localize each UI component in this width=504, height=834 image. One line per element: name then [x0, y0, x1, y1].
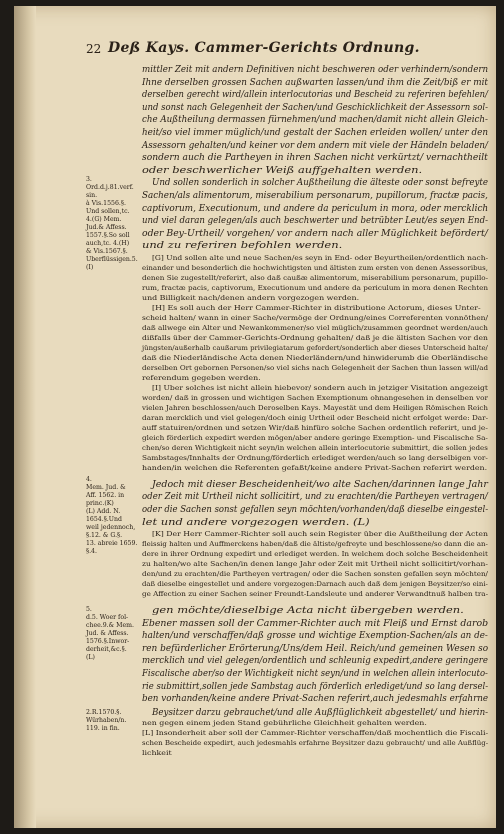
- text-line: [G] Und sollen alte und neue Sachen/es seyn in End- oder Beyurtheilen/ordentlich nach-: [152, 254, 489, 262]
- margin-note: 4. Mem. Jud. & Aff. 1562. in princ.(K) (L) Add. N. 1654.§.Und weil jedennoch, §.12. & G.§. 13. abreie 1659. §.4.: [86, 476, 138, 555]
- text-line: fleissig halten und Auffmerckens haben/daß die ältiste/gefreyte und beschlossene/so dann die an-: [142, 540, 488, 548]
- text-line: dißfalls über der Cammer-Gerichts-Ordnung gehalten/ daß je die ältisten Sachen vor den: [142, 334, 488, 342]
- text-line: denen Sie zugestellt/referirt, also daß caußæ alimentorum, miserabilium personarum, pupillo-: [142, 274, 489, 282]
- text-line: mittler Zeit mit andern Definitiven nicht beschweren oder verhindern/sondern: [142, 64, 489, 75]
- text-line: schen Bescheide expedirt, auch jedesmahls erfahrne Beysitzer dazu gebraucht/ und alle Außflüg-: [142, 740, 489, 747]
- text-line: daran mercklich und viel gelegen/doch einig Urtheil oder Bescheid nicht erfolget werde: Dar-: [142, 414, 489, 422]
- text-line: oder die Sachen sonst gefallen seyn möchten/vorhanden/daß dieselbe eingestel-: [142, 504, 489, 515]
- text-line: und zu referiren befohlen werden.: [142, 240, 343, 252]
- text-line: auff statuiren/ordnen und setzen Wir/daß hinfüro solche Sachen ordentlich referirt, und je-: [142, 424, 488, 432]
- text-line: den/und zu erachten/die Partheyen vertragen/ oder die Sachen sonsten gefallen seyn möchten/: [142, 570, 488, 578]
- running-head: Deß Kays. Cammer-Gerichts Ordnung.: [108, 40, 420, 56]
- text-line: let und andere vorgezogen werden. (L): [142, 516, 370, 528]
- text-line: oder Bey-Urtheil/ vorgehen/ vor andern nach aller Müglichkeit befördert/: [142, 227, 488, 239]
- text-line: lichkeit: [142, 750, 172, 757]
- page-gutter: [14, 6, 36, 828]
- text-line: oder Zeit mit Urtheil nicht sollicitirt, und zu erachten/die Partheyen vertragen/: [142, 491, 488, 503]
- margin-note: 2.R.1570.§. Würhaben/n. 119. in fin.: [86, 709, 127, 732]
- text-line: einander und besonderlich die hochwichtigsten und ältisten zum ersten von denen Assessoribus,: [142, 264, 488, 272]
- text-line: mercklich und viel gelegen/ordentlich und schleunig expedirt,andere geringere: [142, 655, 488, 667]
- text-line: oder beschwerlicher Weiß auffgehalten werden.: [142, 164, 423, 176]
- text-line: ge Affection zu einer Sachen seiner Freundt-Landsleute und anderer Verwandtnuß halben tra-: [142, 590, 489, 598]
- text-line: [I] Uber solches ist nicht allein hiebevor/ sondern auch in jetziger Visitation angezeigt: [152, 384, 489, 392]
- text-line: und Billigkeit nach/denen andern vorgezogen werden.: [142, 294, 360, 302]
- margin-notes: [86, 176, 142, 796]
- text-line: Assessorn gehalten/und keiner vor dem andern mit viele der Händeln beladen/: [142, 139, 488, 151]
- text-line: gleich förderlich expedirt werden mögen/aber andere geringe Exemption- und Fiscalische Sa-: [142, 434, 488, 442]
- text-line: jüngsten/außerhalb caußarum privilegiatarum gefordert/sonderlich aber dieses Unterscheid halte/: [142, 344, 488, 352]
- text-line: gen möchte/dieselbige Acta nicht übergeben werden.: [152, 605, 464, 616]
- text-line: nen gegen einem jeden Stand gebührliche Gleichheit gehalten werden.: [142, 720, 427, 727]
- text-line: Fiscalische aber/so der Wichtigkeit nicht seyn/und in welchen allein interlocuto-: [142, 668, 488, 679]
- text-line: und viel daran gelegen/als auch beschwerter und betrübter Leut/es seyen End-: [142, 215, 488, 227]
- text-line: derselben gerecht wird/allein interlocutorias und Bescheid zu referiren befehlen/: [142, 89, 488, 101]
- text-line: Jedoch mit dieser Bescheidenheit/wo alte Sachen/darinnen lange Jahr: [152, 478, 488, 490]
- text-line: captivorum, Executionum, und andere da periculum in mora, oder mercklich: [142, 202, 489, 214]
- body-text: [142, 64, 492, 824]
- text-line: heit/so viel immer müglich/und gestalt der Sachen erleiden wollen/ unter den: [142, 127, 488, 138]
- text-line: [L] Insonderheit aber soll der Cammer-Richter verschaffen/daß mochentlich die Fiscali-: [142, 730, 489, 737]
- text-line: ben vorhanden/keine andere Privat-Sachen referirt,auch jedesmahls erfahrne: [142, 693, 489, 705]
- text-line: derselben Ort gebornen Personen/so viel sichs nach Gelegenheit der Sachen thun lassen will/ad: [142, 364, 489, 372]
- text-line: referendum gegeben werden.: [142, 374, 261, 382]
- text-line: daß allwege ein Alter und Newankommener/so viel müglich/zusammen geordnet werden/auch: [142, 324, 488, 332]
- page-number: 22: [86, 42, 102, 56]
- text-line: rie submittirt,sollen jede Sambstag auch förderlich erlediget/und so lang dersel-: [142, 680, 489, 692]
- text-line: rum, fractæ pacis, captivorum, Executionum und andere da periculum in mora denen Rechten: [142, 284, 489, 292]
- text-line: sondern auch die Partheyen in ihren Sachen nicht verkürtzt/ vernachtheilt: [142, 152, 488, 164]
- margin-note: 3. Ord.d.j.81.verf. sin. à Vis.1556.§. Und sollen,tc. 4.(G) Mem. Jud.& Affess. 1557.§.So soll auch,tc. 4.(H) & Vis.1567.§. Uberflüssigen.5. (I): [86, 176, 138, 271]
- text-line: und sonst nach Gelegenheit der Sachen/und Geschicklichkeit der Assessorn sol-: [142, 101, 489, 113]
- text-line: vielen Jahren beschlossen/auch Deroselben Kays. Mayestät und dem Heiligen Römischen Reich: [142, 404, 488, 412]
- text-line: Sachen/als alimentorum, miserabilium personarum, pupillorum, fractæ pacis,: [142, 190, 488, 201]
- text-line: daß die Niederländische Acta denen Niederländern/und hinwiderumb die Oberländische: [142, 354, 488, 362]
- text-line: handen/in welchen die Referenten gefaßt/keine andere Privat-Sachen referirt werden.: [142, 464, 488, 472]
- text-line: Ihne derselben grossen Sachen außwarten lassen/und ihm die Zeit/biß er mit: [142, 76, 488, 88]
- book-page: [14, 6, 496, 828]
- text-line: dere in ihrer Ordnung expedirt und erlediget werden. In welchem doch solche Bescheidenheit: [142, 550, 488, 558]
- text-line: che Außtheilung dermassen fürnehmen/und machen/damit nicht allein Gleich-: [142, 114, 488, 126]
- text-line: worden/ daß in grossen und wichtigen Sachen Exemptionum ohnangesehen in denselben vor: [142, 394, 489, 402]
- text-line: chen/so deren Wichtigkeit nicht seyn/in welchen allein interlocutorie submittirt, die sollen jedes: [142, 444, 488, 452]
- text-line: Sambstages/Innhalts der Ordnung/förderlich erlediget werden/auch so lang derselbigen vor-: [142, 454, 488, 462]
- text-line: daß dieselbe eingestellet und andere vorgezogen:Darnach auch daß dem jenigen Beysitzer/so eini-: [142, 580, 488, 588]
- text-line: halten/und verschaffen/daß grosse und wichtige Exemption-Sachen/als an de-: [142, 630, 488, 642]
- text-line: ren befürderlicher Erörterung/Uns/dem Heil. Reich/und gemeinen Wesen so: [142, 642, 489, 654]
- text-line: Ebener massen soll der Cammer-Richter auch mit Fleiß und Ernst darob: [142, 617, 489, 629]
- margin-note: 5. d.5. Woer fol- chee.9.& Mem. Jud. & Affess. 1576.§.Inwor- derheit,&c.§. (L): [86, 606, 134, 661]
- text-line: [H] Es soll auch der Herr Cammer-Richter in distributione Actorum, dieses Unter-: [152, 304, 481, 312]
- text-line: scheid halten/ wann in einer Sache/vermöge der Ordnung/eines Correferenten vonnöthen/: [142, 314, 489, 322]
- text-line: Und sollen sonderlich in solcher Außtheilung die älteste oder sonst befreyte: [152, 177, 489, 189]
- text-line: Beysitzer darzu gebrauchet/und alle Außflüglichkeit abgestellet/ und hierin-: [152, 707, 489, 719]
- text-line: zu halten/wo alte Sachen/in denen lange Jahr oder Zeit mit Urtheil nicht sollicitirt/vorhan-: [142, 560, 488, 568]
- text-line: [K] Der Herr Cammer-Richter soll auch sein Register über die Außtheilung der Acten: [152, 530, 489, 538]
- page-header: [86, 40, 486, 62]
